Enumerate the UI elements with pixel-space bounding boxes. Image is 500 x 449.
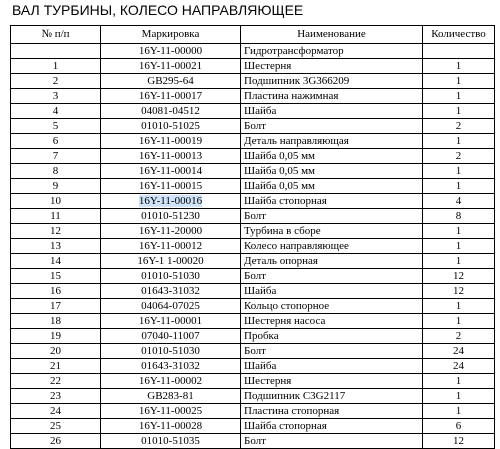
cell-name: Болт <box>241 269 423 284</box>
cell-quantity: 1 <box>423 74 495 89</box>
cell-number: 12 <box>11 224 101 239</box>
table-row <box>11 344 495 359</box>
cell-quantity: 1 <box>423 299 495 314</box>
cell-number: 25 <box>11 419 101 434</box>
cell-marking: 16Y-11-00025 <box>101 404 241 419</box>
cell-number: 24 <box>11 404 101 419</box>
table-row <box>11 269 495 284</box>
table-row <box>11 314 495 329</box>
parts-table <box>10 25 495 449</box>
cell-marking: 04064-07025 <box>101 299 241 314</box>
cell-number: 18 <box>11 314 101 329</box>
cell-quantity: 12 <box>423 284 495 299</box>
cell-marking: GB295-64 <box>101 74 241 89</box>
table-row <box>11 104 495 119</box>
table-row <box>11 299 495 314</box>
cell-number: 17 <box>11 299 101 314</box>
cell-number: 20 <box>11 344 101 359</box>
table-row <box>11 149 495 164</box>
cell-quantity: 2 <box>423 329 495 344</box>
cell-name: Болт <box>241 434 423 449</box>
cell-name: Подшипник 3G366209 <box>241 74 423 89</box>
cell-name: Шайба 0,05 мм <box>241 179 423 194</box>
cell-number: 13 <box>11 239 101 254</box>
table-row <box>11 89 495 104</box>
cell-name: Шайба <box>241 284 423 299</box>
cell-number: 23 <box>11 389 101 404</box>
table-row <box>11 389 495 404</box>
cell-quantity: 4 <box>423 194 495 209</box>
cell-name: Деталь направляющая <box>241 134 423 149</box>
table-row <box>11 284 495 299</box>
cell-marking: 16Y-11-00001 <box>101 314 241 329</box>
cell-name: Шайба 0,05 мм <box>241 164 423 179</box>
cell-quantity: 1 <box>423 134 495 149</box>
cell-quantity: 1 <box>423 179 495 194</box>
cell-marking: 16Y-11-00014 <box>101 164 241 179</box>
cell-number: 10 <box>11 194 101 209</box>
cell-quantity: 1 <box>423 224 495 239</box>
cell-number: 5 <box>11 119 101 134</box>
cell-quantity: 1 <box>423 374 495 389</box>
document-title: ВАЛ ТУРБИНЫ, КОЛЕСО НАПРАВЛЯЮЩЕЕ <box>12 2 304 18</box>
table-row <box>11 59 495 74</box>
highlighted-marking: 16Y-11-00016 <box>138 194 203 207</box>
cell-number: 26 <box>11 434 101 449</box>
cell-quantity: 1 <box>423 404 495 419</box>
cell-name: Шайба 0,05 мм <box>241 149 423 164</box>
cell-marking <box>101 194 241 209</box>
cell-marking: 16Y-11-20000 <box>101 224 241 239</box>
cell-name: Болт <box>241 344 423 359</box>
cell-quantity: 1 <box>423 254 495 269</box>
cell-marking: 16Y-11-00021 <box>101 59 241 74</box>
table-row <box>11 119 495 134</box>
cell-name: Шайба <box>241 359 423 374</box>
cell-marking: 16Y-11-00002 <box>101 374 241 389</box>
cell-marking: 01010-51030 <box>101 344 241 359</box>
cell-name: Шестерня <box>241 374 423 389</box>
cell-marking: 01010-51025 <box>101 119 241 134</box>
table-row <box>11 254 495 269</box>
column-header-number: № п/п <box>11 26 101 44</box>
table-row <box>11 134 495 149</box>
cell-marking: 16Y-11-00019 <box>101 134 241 149</box>
cell-quantity: 2 <box>423 149 495 164</box>
table-row-group <box>11 44 495 59</box>
table-row <box>11 239 495 254</box>
cell-marking: 04081-04512 <box>101 104 241 119</box>
cell-marking: 16Y-11-00015 <box>101 179 241 194</box>
table-row <box>11 359 495 374</box>
cell-number: 8 <box>11 164 101 179</box>
table-row <box>11 374 495 389</box>
table-row <box>11 179 495 194</box>
cell-marking: 01010-51030 <box>101 269 241 284</box>
cell-number: 16 <box>11 284 101 299</box>
cell-marking: GB283-81 <box>101 389 241 404</box>
cell-name: Болт <box>241 119 423 134</box>
cell-name: Шайба стопорная <box>241 419 423 434</box>
cell-marking: 01010-51035 <box>101 434 241 449</box>
cell-marking: 16Y-1 1-00020 <box>101 254 241 269</box>
table-row <box>11 194 495 209</box>
cell-number: 7 <box>11 149 101 164</box>
cell-number <box>11 44 101 59</box>
cell-marking: 16Y-11-00028 <box>101 419 241 434</box>
cell-number: 2 <box>11 74 101 89</box>
cell-number: 4 <box>11 104 101 119</box>
cell-name: Шайба стопорная <box>241 194 423 209</box>
table-header-row <box>11 26 495 44</box>
table-row <box>11 74 495 89</box>
cell-quantity: 24 <box>423 359 495 374</box>
cell-marking: 01010-51230 <box>101 209 241 224</box>
cell-quantity: 24 <box>423 344 495 359</box>
cell-name: Подшипник C3G2117 <box>241 389 423 404</box>
table-row <box>11 329 495 344</box>
table-row <box>11 224 495 239</box>
cell-name: Пластина нажимная <box>241 89 423 104</box>
cell-quantity: 1 <box>423 239 495 254</box>
table-row <box>11 434 495 449</box>
cell-quantity: 2 <box>423 119 495 134</box>
cell-marking: 16Y-11-00017 <box>101 89 241 104</box>
cell-number: 1 <box>11 59 101 74</box>
table-row <box>11 404 495 419</box>
cell-marking: 16Y-11-00012 <box>101 239 241 254</box>
cell-marking: 16Y-11-00000 <box>101 44 241 59</box>
cell-number: 3 <box>11 89 101 104</box>
cell-name: Пробка <box>241 329 423 344</box>
cell-number: 11 <box>11 209 101 224</box>
column-header-name: Наименование <box>241 26 423 44</box>
cell-quantity: 1 <box>423 164 495 179</box>
column-header-marking: Маркировка <box>101 26 241 44</box>
cell-quantity: 1 <box>423 314 495 329</box>
cell-number: 22 <box>11 374 101 389</box>
cell-marking: 16Y-11-00013 <box>101 149 241 164</box>
cell-quantity: 12 <box>423 269 495 284</box>
table-body <box>11 44 495 449</box>
cell-name: Гидротрансформатор <box>241 44 423 59</box>
table-row <box>11 164 495 179</box>
cell-quantity: 1 <box>423 389 495 404</box>
cell-name: Шестерня насоса <box>241 314 423 329</box>
cell-number: 15 <box>11 269 101 284</box>
cell-name: Турбина в сборе <box>241 224 423 239</box>
cell-marking: 01643-31032 <box>101 284 241 299</box>
cell-number: 6 <box>11 134 101 149</box>
cell-name: Шайба <box>241 104 423 119</box>
cell-quantity: 1 <box>423 59 495 74</box>
cell-quantity: 12 <box>423 434 495 449</box>
cell-quantity: 6 <box>423 419 495 434</box>
column-header-quantity: Количество <box>423 26 495 44</box>
cell-name: Болт <box>241 209 423 224</box>
cell-name: Кольцо стопорное <box>241 299 423 314</box>
cell-quantity: 1 <box>423 89 495 104</box>
cell-quantity: 1 <box>423 104 495 119</box>
cell-quantity <box>423 44 495 59</box>
cell-name: Колесо направляющее <box>241 239 423 254</box>
cell-marking: 07040-11007 <box>101 329 241 344</box>
cell-number: 9 <box>11 179 101 194</box>
cell-quantity: 8 <box>423 209 495 224</box>
cell-name: Деталь опорная <box>241 254 423 269</box>
cell-number: 14 <box>11 254 101 269</box>
cell-marking: 01643-31032 <box>101 359 241 374</box>
cell-name: Пластина стопорная <box>241 404 423 419</box>
cell-number: 19 <box>11 329 101 344</box>
table-row <box>11 209 495 224</box>
cell-number: 21 <box>11 359 101 374</box>
cell-name: Шестерня <box>241 59 423 74</box>
table-row <box>11 419 495 434</box>
